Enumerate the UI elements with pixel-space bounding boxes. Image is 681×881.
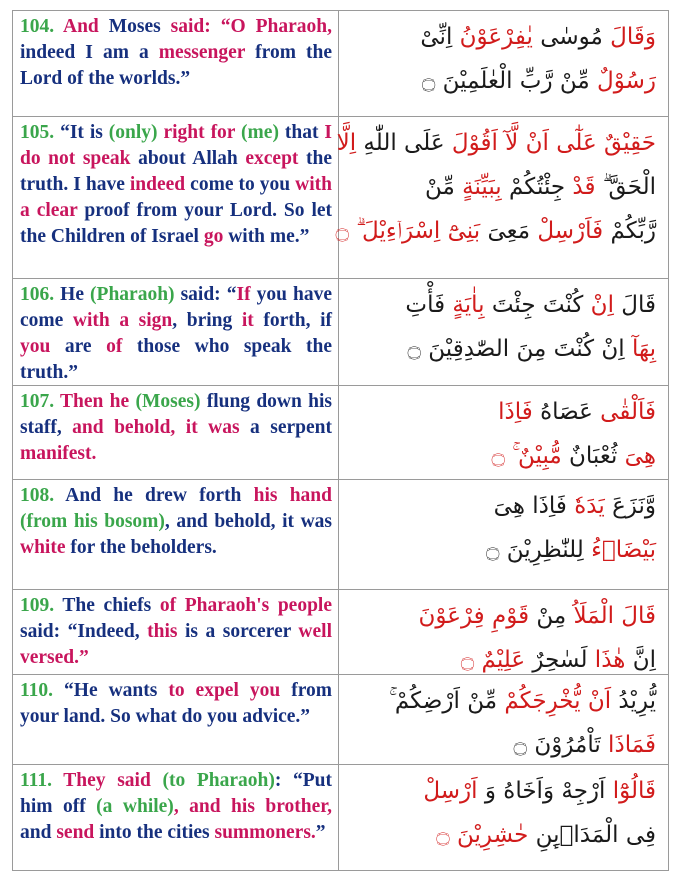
translation-segment: of Pharaoh's people <box>151 595 332 616</box>
arabic-line <box>350 484 656 528</box>
arabic-line <box>350 679 656 723</box>
verse-row <box>13 590 668 675</box>
translation-segment: said: “ <box>174 284 237 305</box>
verse-table <box>12 10 669 871</box>
arabic-word: يٰفِرْعَوْنُ <box>452 24 533 50</box>
arabic-word: بِبَيِّنَةٍ <box>454 174 502 200</box>
verse-row <box>13 117 668 279</box>
translation-segment: it <box>175 417 198 438</box>
english-translation <box>13 590 339 674</box>
verse-number: 104. <box>20 16 55 37</box>
translation-segment: it <box>232 310 254 331</box>
translation-segment: (Pharaoh) <box>84 284 175 305</box>
translation-segment: The chiefs <box>62 595 152 616</box>
translation-segment: , and behold, it was <box>164 511 332 532</box>
arabic-line <box>350 434 656 478</box>
translation-segment: well versed.” <box>20 621 332 668</box>
translation-segment: come to you <box>185 174 291 195</box>
arabic-word: اَرْسِلْ <box>423 778 478 804</box>
translation-segment: he <box>103 391 130 412</box>
translation-segment: forth, if <box>253 310 332 331</box>
translation-segment: And <box>63 16 99 37</box>
translation-segment: this <box>139 621 178 642</box>
translation-segment: those who speak the truth.” <box>20 336 333 383</box>
english-translation <box>13 279 339 385</box>
verse-row <box>13 675 668 765</box>
translation-segment: white <box>20 537 66 558</box>
arabic-word: فِى الْمَدَاۤىِٕنِ <box>528 822 656 848</box>
english-translation <box>13 117 339 278</box>
arabic-word: كُنْتَ جِئْتَ <box>484 292 584 318</box>
arabic-word: فَأْتِ <box>405 292 446 318</box>
arabic-line <box>350 723 656 767</box>
arabic-word: اَرْجِهْ وَاَخَاهُ وَ <box>477 778 606 804</box>
arabic-word: ثُعْبَانٌ <box>561 443 618 469</box>
translation-segment: Moses <box>98 16 161 37</box>
verse-number: 106. <box>20 284 55 305</box>
arabic-word: فَمَاذَا <box>600 732 656 758</box>
arabic-word: حَقِيْقٌ عَلٰٓى اَنْ لَّآ اَقُوْلَ <box>444 130 656 156</box>
translation-segment: So what do you advice.” <box>105 706 311 727</box>
arabic-word: اِنِّىْ <box>420 24 453 50</box>
arabic-word: قَوْمِ فِرْعَوْنَ <box>418 603 530 629</box>
arabic-word: اِنَّ <box>625 647 656 673</box>
english-translation <box>13 480 339 589</box>
english-translation <box>13 765 339 870</box>
arabic-line <box>350 59 656 103</box>
verse-number: 105. <box>20 122 55 143</box>
verse-number: 109. <box>20 595 55 616</box>
arabic-word: اِنْ <box>583 292 614 318</box>
translation-segment: , bring <box>172 310 233 331</box>
arabic-text <box>340 386 668 479</box>
translation-segment: send <box>51 822 95 843</box>
translation-segment: the truth. I have <box>20 148 333 195</box>
verse-number: 111. <box>20 770 52 791</box>
translation-segment: manifest. <box>20 443 97 464</box>
arabic-word: بِهَآ <box>624 336 656 362</box>
translation-segment: indeed <box>124 174 186 195</box>
arabic-word: بَيْضَاۤءُ <box>583 537 656 563</box>
translation-segment: for the beholders. <box>65 537 217 558</box>
translation-segment: I do not speak <box>20 122 333 169</box>
arabic-word: عَلَى اللّٰهِ <box>356 130 445 156</box>
arabic-word: مُوسٰى <box>532 24 603 50</box>
translation-segment: flung down his staff, <box>20 391 332 438</box>
translation-segment: indeed I am a <box>20 42 159 63</box>
translation-segment: was <box>197 417 240 438</box>
verse-row <box>13 11 668 117</box>
translation-segment: said: “O Pharaoh, <box>160 16 332 37</box>
arabic-text <box>340 480 668 589</box>
translation-segment: you <box>20 336 51 357</box>
arabic-word: اَنْ يُّخْرِجَكُمْ <box>497 688 612 714</box>
translation-segment: “It is <box>60 122 103 143</box>
arabic-text <box>340 765 668 870</box>
english-translation <box>13 386 339 479</box>
translation-segment: you have come <box>20 284 333 331</box>
arabic-word: وَقَالَ <box>602 24 656 50</box>
english-translation <box>13 675 339 764</box>
arabic-line <box>350 390 656 434</box>
translation-segment: are <box>50 336 92 357</box>
translation-segment: proof from your Lord. So let the Children of Israel <box>20 200 333 247</box>
translation-segment: about Allah <box>130 148 238 169</box>
arabic-text <box>335 117 668 278</box>
arabic-word: هِىَ <box>617 443 656 469</box>
arabic-text <box>340 590 668 674</box>
translation-segment: with a clear <box>20 174 333 221</box>
arabic-line <box>350 813 656 857</box>
arabic-word: اِنْ كُنْتَ مِنَ الصّٰدِقِيْنَ ۝ <box>407 336 625 362</box>
arabic-word: مِنْ <box>529 603 567 629</box>
arabic-word: مِّنْ رَّبِّ الْعٰلَمِيْنَ ۝ <box>421 68 590 94</box>
verse-row <box>13 279 668 386</box>
translation-segment: If <box>236 284 251 305</box>
arabic-word: فَاِذَا <box>498 399 533 425</box>
translation-segment: : “Put him off <box>20 770 333 817</box>
arabic-word: فَاَلْقٰى <box>592 399 656 425</box>
translation-segment: (from his bosom) <box>20 511 165 532</box>
translation-segment: into the cities <box>94 822 210 843</box>
arabic-word: لَسٰحِرٌ <box>525 647 588 673</box>
arabic-word: رَسُوْلٌ <box>589 68 656 94</box>
verse-row <box>13 480 668 590</box>
english-translation <box>13 11 339 116</box>
translation-segment: “He wants <box>64 680 158 701</box>
arabic-word: هٰذَا <box>587 647 626 673</box>
arabic-word: قَالَ الْمَلَاُ <box>566 603 656 629</box>
arabic-word: لِلنّٰظِرِيْنَ ۝ <box>485 537 584 563</box>
arabic-word: قَالَ <box>613 292 656 318</box>
arabic-line <box>350 528 656 572</box>
translation-segment: with me.” <box>223 226 310 247</box>
translation-segment: except <box>237 148 299 169</box>
arabic-word: عَلِيْمٌ ۝ <box>460 647 526 673</box>
translation-segment: a serpent <box>239 417 332 438</box>
translation-segment: Then <box>60 391 104 412</box>
arabic-word: يَدَهٗ <box>566 493 605 519</box>
arabic-word: مَعِىَ <box>480 218 531 244</box>
translation-segment: They said <box>63 770 151 791</box>
arabic-line <box>350 327 656 371</box>
arabic-word: بِاٰيَةٍ <box>445 292 485 318</box>
arabic-word: جِئْتُكُمْ <box>501 174 566 200</box>
arabic-word: قَدْ <box>565 174 596 200</box>
arabic-line <box>350 283 656 327</box>
arabic-word: يُّرِيْدُ <box>611 688 656 714</box>
arabic-word: قَالُوْٓا <box>605 778 656 804</box>
translation-segment: (Moses) <box>129 391 201 412</box>
translation-segment: (me) <box>235 122 279 143</box>
arabic-line <box>336 121 656 165</box>
arabic-word: حٰشِرِيْنَ ۝ <box>436 822 529 848</box>
translation-segment: (only) <box>102 122 158 143</box>
arabic-word: اِلَّا <box>336 130 357 156</box>
arabic-line <box>350 15 656 59</box>
arabic-word: الْحَقَّ ۗ <box>595 174 656 200</box>
verse-number: 108. <box>20 485 55 506</box>
translation-segment: , and his brother, <box>173 796 333 817</box>
arabic-word: بَنِىْٓ اِسْرَاۤءِيْلَ ۗ ۝ <box>335 218 481 244</box>
verse-row <box>13 765 668 870</box>
arabic-line <box>350 594 656 638</box>
arabic-word: مِّنْ اَرْضِكُمْ ۚ <box>389 688 498 714</box>
arabic-word: وَّنَزَعَ <box>604 493 656 519</box>
translation-segment: said: “Indeed, <box>20 621 140 642</box>
translation-segment: to expel you <box>157 680 281 701</box>
arabic-line <box>350 165 656 209</box>
translation-segment: right for <box>157 122 236 143</box>
translation-segment: He <box>60 284 84 305</box>
arabic-word: فَاَرْسِلْ <box>530 218 604 244</box>
translation-segment: go <box>198 226 224 247</box>
arabic-word: تَاْمُرُوْنَ ۝ <box>513 732 601 758</box>
translation-segment: of <box>91 336 123 357</box>
verse-number: 107. <box>20 391 55 412</box>
translation-segment: ” <box>315 822 326 843</box>
arabic-line <box>350 769 656 813</box>
translation-segment: that <box>278 122 319 143</box>
arabic-word: مُّبِيْنٌ ۚ ۝ <box>491 443 562 469</box>
translation-segment: and behold, <box>61 417 176 438</box>
translation-segment: And he drew forth <box>65 485 242 506</box>
arabic-line <box>335 209 656 253</box>
translation-segment: messenger <box>158 42 246 63</box>
arabic-text <box>340 279 668 385</box>
arabic-text <box>340 675 668 764</box>
arabic-word: فَاِذَا هِىَ <box>493 493 567 519</box>
translation-segment: summoners. <box>209 822 316 843</box>
translation-segment: from the Lord of the worlds.” <box>20 42 332 89</box>
translation-segment: is a sorcerer <box>177 621 291 642</box>
translation-segment: with a sign <box>63 310 173 331</box>
translation-segment: (to Pharaoh) <box>150 770 275 791</box>
arabic-word: مِّنْ <box>424 174 455 200</box>
verse-row <box>13 386 668 480</box>
arabic-word: عَصَاهُ <box>532 399 593 425</box>
arabic-text <box>340 11 668 116</box>
translation-segment: from your land. <box>20 680 332 727</box>
translation-segment: (a while) <box>85 796 174 817</box>
translation-segment: his hand <box>241 485 332 506</box>
translation-segment: and <box>20 822 52 843</box>
verse-number: 110. <box>20 680 54 701</box>
arabic-word: رَّبِّكُمْ <box>603 218 656 244</box>
